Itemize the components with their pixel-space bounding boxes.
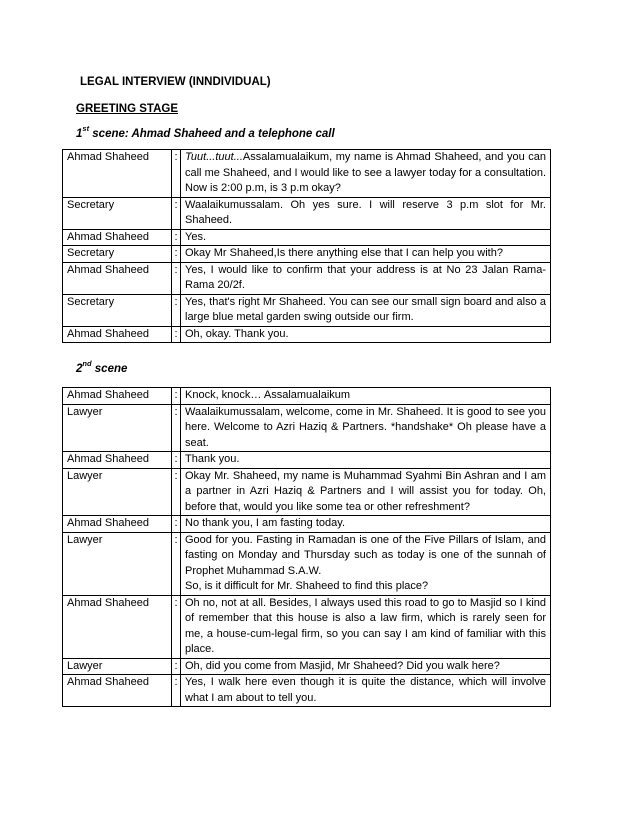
dialogue-row xyxy=(63,326,551,343)
dialogue-row xyxy=(63,294,551,326)
utterance-cell: Thank you. xyxy=(181,452,551,469)
utterance-text: Good for you. Fasting in Ramadan is one of the Five Pillars of Islam, and fasting on Monday and Thursday such as today is one of the sunnah of Prophet Muhammad S.A.W. xyxy=(185,533,546,577)
colon-cell: : xyxy=(172,326,181,343)
utterance-cell: Waalaikumussalam. Oh yes sure. I will reserve 3 p.m slot for Mr. Shaheed. xyxy=(181,197,551,229)
document-title: LEGAL INTERVIEW (INNDIVIDUAL) xyxy=(80,76,271,88)
colon-cell: : xyxy=(172,516,181,533)
speaker-cell: Secretary xyxy=(63,294,172,326)
utterance-cell: Okay Mr. Shaheed, my name is Muhammad Syahmi Bin Ashran and I am a partner in Azri Haziq & Partners and I will assist you for today. Oh, before that, would you like some tea or other refreshment? xyxy=(181,468,551,516)
utterance-cell xyxy=(181,532,551,595)
colon-cell: : xyxy=(172,388,181,405)
scene-1-ordinal: 1 xyxy=(76,128,83,140)
scene-1-heading xyxy=(76,124,335,141)
scene-1-dialogue-table xyxy=(62,149,551,343)
speaker-cell: Ahmad Shaheed xyxy=(63,516,172,533)
colon-cell: : xyxy=(172,229,181,246)
colon-cell: : xyxy=(172,404,181,452)
utterance-text: Assalamualaikum, my name is Ahmad Shaheed, and you can call me Shaheed, and I would like to see a lawyer today for a consultation. Now is 2:00 p.m, is 3 p.m okay? xyxy=(185,151,546,194)
utterance-cell: Oh, okay. Thank you. xyxy=(181,326,551,343)
scene-1-heading-text: scene: Ahmad Shaheed and a telephone call xyxy=(89,128,335,140)
utterance-cell: Knock, knock… Assalamualaikum xyxy=(181,388,551,405)
scene-2-ordinal-suffix: nd xyxy=(82,359,92,369)
speaker-cell: Ahmad Shaheed xyxy=(63,388,172,405)
utterance-text-continued: So, is it difficult for Mr. Shaheed to find this place? xyxy=(185,580,429,592)
speaker-cell: Ahmad Shaheed xyxy=(63,262,172,294)
utterance-cell: No thank you, I am fasting today. xyxy=(181,516,551,533)
speaker-cell: Ahmad Shaheed xyxy=(63,229,172,246)
speaker-cell: Lawyer xyxy=(63,532,172,595)
colon-cell: : xyxy=(172,197,181,229)
colon-cell: : xyxy=(172,675,181,707)
utterance-cell: Oh, did you come from Masjid, Mr Shaheed? Did you walk here? xyxy=(181,658,551,675)
dialogue-row xyxy=(63,516,551,533)
colon-cell: : xyxy=(172,452,181,469)
speaker-cell: Secretary xyxy=(63,246,172,263)
scene-2-ordinal: 2 xyxy=(76,363,83,375)
colon-cell: : xyxy=(172,468,181,516)
utterance-cell: Oh no, not at all. Besides, I always used this road to go to Masjid so I kind of remember that this house is also a law firm, which is rarely seen for me, a house-cum-legal firm, so you can say I am kind of familiar with this place. xyxy=(181,595,551,658)
speaker-cell: Ahmad Shaheed xyxy=(63,452,172,469)
colon-cell: : xyxy=(172,595,181,658)
dialogue-row xyxy=(63,595,551,658)
speaker-cell: Lawyer xyxy=(63,404,172,452)
scene-2-dialogue-table xyxy=(62,387,551,707)
dialogue-row xyxy=(63,246,551,263)
speaker-cell: Ahmad Shaheed xyxy=(63,675,172,707)
dialogue-row xyxy=(63,658,551,675)
dialogue-row xyxy=(63,468,551,516)
colon-cell: : xyxy=(172,658,181,675)
dialogue-row xyxy=(63,675,551,707)
utterance-italic: Tuut...tuut... xyxy=(185,151,243,163)
speaker-cell: Secretary xyxy=(63,197,172,229)
utterance-cell xyxy=(181,150,551,198)
colon-cell: : xyxy=(172,532,181,595)
dialogue-row xyxy=(63,452,551,469)
utterance-cell: Yes, I would like to confirm that your address is at No 23 Jalan Rama-Rama 20/2f. xyxy=(181,262,551,294)
scene-2-heading xyxy=(76,359,128,376)
dialogue-row xyxy=(63,388,551,405)
utterance-cell: Yes. xyxy=(181,229,551,246)
utterance-cell: Okay Mr Shaheed,Is there anything else that I can help you with? xyxy=(181,246,551,263)
speaker-cell: Ahmad Shaheed xyxy=(63,326,172,343)
dialogue-row xyxy=(63,229,551,246)
colon-cell: : xyxy=(172,262,181,294)
colon-cell: : xyxy=(172,294,181,326)
scene-2-heading-text: scene xyxy=(91,363,128,375)
speaker-cell: Lawyer xyxy=(63,468,172,516)
utterance-cell: Waalaikumussalam, welcome, come in Mr. Shaheed. It is good to see you here. Welcome to Azri Haziq & Partners. *handshake* Oh please have a seat. xyxy=(181,404,551,452)
speaker-cell: Ahmad Shaheed xyxy=(63,150,172,198)
utterance-cell: Yes, I walk here even though it is quite the distance, which will involve what I am about to tell you. xyxy=(181,675,551,707)
speaker-cell: Lawyer xyxy=(63,658,172,675)
dialogue-row xyxy=(63,404,551,452)
speaker-cell: Ahmad Shaheed xyxy=(63,595,172,658)
dialogue-row xyxy=(63,150,551,198)
dialogue-row xyxy=(63,197,551,229)
stage-heading: GREETING STAGE xyxy=(76,103,179,115)
colon-cell: : xyxy=(172,150,181,198)
dialogue-row xyxy=(63,262,551,294)
scene-1-ordinal-suffix: st xyxy=(82,124,90,134)
dialogue-row xyxy=(63,532,551,595)
utterance-cell: Yes, that's right Mr Shaheed. You can see our small sign board and also a large blue metal garden swing outside our firm. xyxy=(181,294,551,326)
colon-cell: : xyxy=(172,246,181,263)
